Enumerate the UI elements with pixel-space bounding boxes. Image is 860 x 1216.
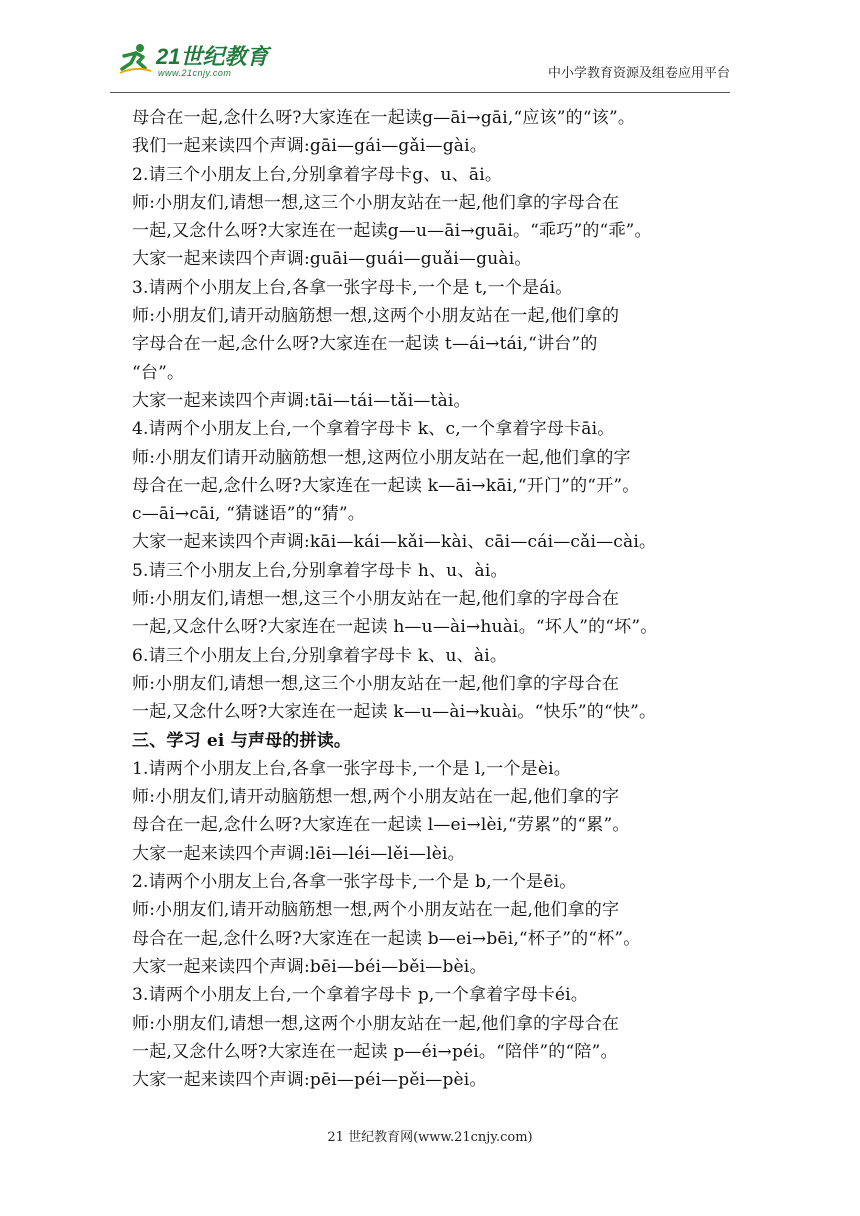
document-body [132, 104, 732, 1094]
text-line: 母合在一起,念什么呀?大家连在一起读 k—āi→kāi,“开门”的“开”。 [132, 475, 640, 496]
text-line: 2.请三个小朋友上台,分别拿着字母卡g、u、āi。 [132, 164, 503, 185]
platform-label: 中小学教育资源及组卷应用平台 [547, 66, 730, 81]
text-line: 2.请两个小朋友上台,各拿一张字母卡,一个是 b,一个是ēi。 [132, 872, 577, 893]
logo-url: www.21cnjy.com [158, 68, 232, 78]
text-line: 师:小朋友们,请开动脑筋想一想,两个小朋友站在一起,他们拿的字 [132, 900, 620, 921]
text-line: 3.请两个小朋友上台,各拿一张字母卡,一个是 t,一个是ái。 [132, 277, 573, 298]
text-line: 一起,又念什么呀?大家连在一起读g—u—āi→guāi。“乖巧”的“乖”。 [132, 221, 652, 242]
runner-logo-icon [118, 42, 152, 76]
text-line: 1.请两个小朋友上台,各拿一张字母卡,一个是 l,一个是èi。 [132, 758, 571, 779]
text-line: 大家一起来读四个声调:tāi—tái—tǎi—tài。 [132, 390, 471, 411]
text-line: 大家一起来读四个声调:pēi—péi—pěi—pèi。 [132, 1070, 487, 1091]
text-line: 大家一起来读四个声调:guāi—guái—guǎi—guài。 [132, 249, 532, 270]
text-line: 字母合在一起,念什么呀?大家连在一起读 t—ái→tái,“讲台”的 [132, 334, 598, 355]
text-line: “台”。 [132, 362, 185, 383]
text-line: 师:小朋友们,请想一想,这三个小朋友站在一起,他们拿的字母合在 [132, 589, 620, 610]
text-line: 一起,又念什么呀?大家连在一起读 k—u—ài→kuài。“快乐”的“快”。 [132, 702, 657, 723]
text-line: 3.请两个小朋友上台,一个拿着字母卡 p,一个拿着字母卡éi。 [132, 985, 589, 1006]
text-line: 我们一起来读四个声调:gāi—gái—gǎi—gài。 [132, 136, 487, 157]
page-footer: 21 世纪教育网(www.21cnjy.com) [327, 1130, 533, 1145]
section-heading: 三、学习 ei 与声母的拼读。 [132, 730, 352, 751]
text-line: 母合在一起,念什么呀?大家连在一起读 b—ei→bēi,“杯子”的“杯”。 [132, 928, 641, 949]
text-line: 师:小朋友们,请开动脑筋想一想,两个小朋友站在一起,他们拿的字 [132, 787, 620, 808]
text-line: 师:小朋友们,请想一想,这两个小朋友站在一起,他们拿的字母合在 [132, 1013, 620, 1034]
text-line: 4.请两个小朋友上台,一个拿着字母卡 k、c,一个拿着字母卡āi。 [132, 419, 615, 440]
text-line: 6.请三个小朋友上台,分别拿着字母卡 k、u、ài。 [132, 645, 508, 666]
page-header [110, 36, 730, 93]
text-line: 5.请三个小朋友上台,分别拿着字母卡 h、u、ài。 [132, 560, 508, 581]
logo [118, 38, 298, 84]
text-line: 一起,又念什么呀?大家连在一起读 h—u—ài→huài。“坏人”的“坏”。 [132, 617, 658, 638]
text-line: 大家一起来读四个声调:kāi—kái—kǎi—kài、cāi—cái—cǎi—cài。 [132, 532, 657, 553]
text-line: 母合在一起,念什么呀?大家连在一起读 l—ei→lèi,“劳累”的“累”。 [132, 815, 630, 836]
text-line: 一起,又念什么呀?大家连在一起读 p—éi→péi。“陪伴”的“陪”。 [132, 1041, 618, 1062]
text-line: 大家一起来读四个声调:lēi—léi—lěi—lèi。 [132, 843, 465, 864]
text-line: c—āi→cāi, “猜谜语”的“猜”。 [132, 504, 366, 525]
logo-title: 21世纪教育 [156, 44, 269, 69]
text-line: 母合在一起,念什么呀?大家连在一起读g—āi→gāi,“应该”的“该”。 [132, 108, 636, 128]
text-line: 大家一起来读四个声调:bēi—béi—běi—bèi。 [132, 956, 487, 977]
text-line: 师:小朋友们,请开动脑筋想一想,这两个小朋友站在一起,他们拿的 [132, 306, 620, 327]
text-line: 师:小朋友们,请想一想,这三个小朋友站在一起,他们拿的字母合在 [132, 192, 620, 213]
text-line: 师:小朋友们,请想一想,这三个小朋友站在一起,他们拿的字母合在 [132, 673, 620, 694]
text-line: 师:小朋友们请开动脑筋想一想,这两位小朋友站在一起,他们拿的字 [132, 447, 631, 468]
